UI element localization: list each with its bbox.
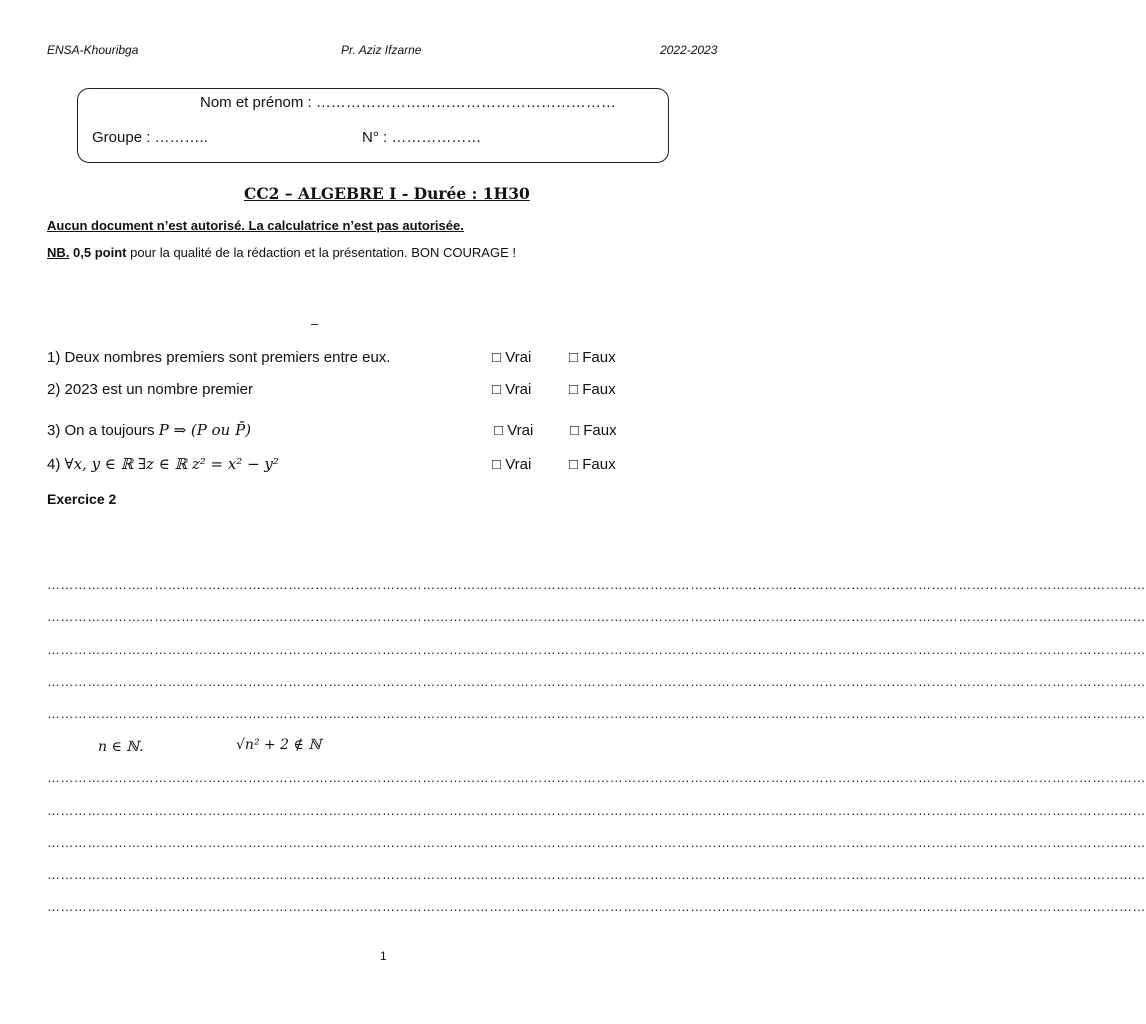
q4-true-option[interactable]: □ Vrai [492, 456, 532, 473]
q3-true-option[interactable]: □ Vrai [494, 422, 534, 439]
answer-line[interactable]: ………………………………………………………………………………………………………………………………………………………………………………………………………………………… [47, 835, 1146, 850]
number-field[interactable]: N° : ……………… [362, 129, 482, 146]
question-3-formula: P ⇒ (P ou P̄) [158, 421, 252, 439]
separator-dash: – [311, 316, 319, 331]
page-number: 1 [380, 949, 387, 963]
question-4-formula: ∀x, y ∈ ℝ ∃z ∈ ℝ z² = x² − y² [64, 455, 279, 473]
q1-false-option[interactable]: □ Faux [569, 349, 616, 366]
answer-line[interactable]: ………………………………………………………………………………………………………………………………………………………………………………………………………………………… [47, 577, 1146, 592]
exam-title: CC2 – ALGEBRE I - Durée : 1H30 [244, 184, 530, 203]
question-3 [47, 421, 251, 439]
question-3-text: 3) On a toujours [47, 422, 155, 439]
q4-false-option[interactable]: □ Faux [569, 456, 616, 473]
answer-line[interactable]: ………………………………………………………………………………………………………………………………………………………………………………………………………………………… [47, 674, 1146, 689]
nb-points: 0,5 point [73, 245, 127, 260]
answer-line[interactable]: ………………………………………………………………………………………………………………………………………………………………………………………………………………………… [47, 609, 1146, 624]
school-name: ENSA-Khouribga [47, 43, 139, 57]
exercise-2-hypothesis: n ∈ ℕ. [98, 739, 144, 755]
answer-line[interactable]: ………………………………………………………………………………………………………………………………………………………………………………………………………………………… [47, 867, 1146, 882]
answer-line[interactable]: ………………………………………………………………………………………………………………………………………………………………………………………………………………………… [47, 899, 1146, 914]
teacher-name: Pr. Aziz Ifzarne [341, 43, 422, 57]
group-field[interactable]: Groupe : ……….. [92, 129, 208, 146]
name-field[interactable]: Nom et prénom : …………………………………………………… [200, 94, 616, 111]
answer-line[interactable]: ………………………………………………………………………………………………………………………………………………………………………………………………………………………… [47, 803, 1146, 818]
exercise-2-statement: √n² + 2 ∉ ℕ [236, 737, 322, 753]
q1-true-option[interactable]: □ Vrai [492, 349, 532, 366]
academic-year: 2022-2023 [660, 43, 718, 57]
nb-prefix: NB. [47, 245, 70, 260]
q3-false-option[interactable]: □ Faux [570, 422, 617, 439]
question-4-text: 4) [47, 456, 61, 473]
q2-false-option[interactable]: □ Faux [569, 381, 616, 398]
answer-line[interactable]: ………………………………………………………………………………………………………………………………………………………………………………………………………………………… [47, 770, 1146, 785]
nb-note [47, 245, 516, 260]
question-4 [47, 455, 279, 473]
exercise-2-heading: Exercice 2 [47, 491, 117, 507]
answer-line[interactable]: ………………………………………………………………………………………………………………………………………………………………………………………………………………………… [47, 706, 1146, 721]
q2-true-option[interactable]: □ Vrai [492, 381, 532, 398]
question-1: 1) Deux nombres premiers sont premiers entre eux. [47, 349, 391, 366]
nb-rest: pour la qualité de la rédaction et la présentation. BON COURAGE ! [130, 245, 516, 260]
rules-notice: Aucun document n’est autorisé. La calculatrice n’est pas autorisée. [47, 218, 464, 233]
question-2: 2) 2023 est un nombre premier [47, 381, 253, 398]
answer-line[interactable]: ………………………………………………………………………………………………………………………………………………………………………………………………………………………… [47, 642, 1146, 657]
